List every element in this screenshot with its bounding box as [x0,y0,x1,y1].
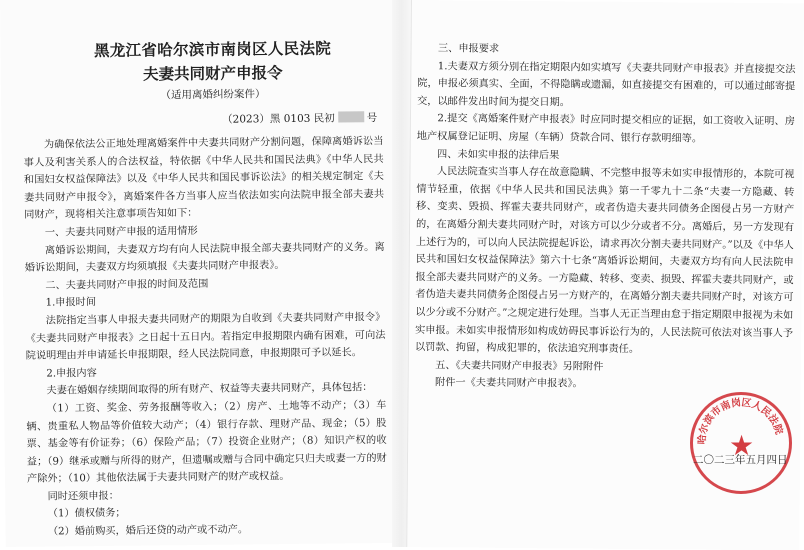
redacted-block [338,111,364,122]
section-2-1-body: 法院指定当事人申报夫妻共同财产的期限为自收到《夫妻共同财产申报令》《夫妻共同财产申报表》之日起十五日内。若指定申报期限内确有困难，可向法院说明理由并申请延长申报期限，经人民法院同意，申报期限可予以延长。 [25,311,386,362]
section-2-2-title: 2.申报内容 [46,367,97,380]
section-2-2-debt-2: （2）婚前购买，婚后还贷的动产或不动产。 [47,524,249,538]
intro-paragraph: 为确保依法公正地处理离婚案件中夫妻共同财产分割问题，保障离婚诉讼当事人及利害关系人的合法权益，特依据《中华人民共和国民法典》《中华人民共和国妇女权益保障法》以及《中华人民共和国民事诉讼法》的相关规定制定《夫妻共同财产申报令》，离婚案件各方当事人应当依法如实向法院申报全部夫妻共同财产，现将相关注意事项告知如下： [23,135,385,222]
document-title: 夫妻共同财产申报令 [142,63,283,84]
svg-text:哈尔滨市南岗区人民法院: 哈尔滨市南岗区人民法院 [697,397,785,445]
case-number-prefix: （2023）黑 0103 民初 [222,112,335,126]
section-3-item-2: 2.提交《离婚案件财产申报表》时应同时提交相应的证据，如工资收入证明、房地产权属登记证明、房屋（车辆）贷款合同、银行存款明细等。 [416,113,795,145]
section-1-body: 离婚诉讼期间，夫妻双方均有向人民法院申报全部夫妻共同财产的义务。离婚诉讼期间，夫妻双方均须填报《夫妻共同财产申报表》。 [24,241,385,274]
section-5-body: 附件一《夫妻共同财产申报表》。 [435,377,583,390]
section-3-item-1: 1.夫妻双方须分别在指定期限内如实填写《夫妻共同财产申报表》并直接提交法院，申报必须真实、全面，不得隐瞒或遗漏，如直接提交有困难的，可以通过邮寄提交，以邮件发出时间为提交日期。 [417,60,796,109]
section-5-title: 五、《夫妻共同财产申报表》另附附件 [435,359,604,373]
case-number-suffix: 号 [366,112,378,125]
case-number [23,110,377,129]
section-2-1-title: 1.申报时间 [45,297,97,309]
document-subtitle: （适用离婚纠纷案件） [160,88,266,102]
section-2-2-debt-1: （1）债权债务； [47,508,126,520]
court-seal [690,392,792,494]
section-2-2-debt-title: 同时还须申报： [47,490,119,503]
left-page [0,0,398,547]
section-4-body: 人民法院查实当事人存在故意隐瞒、不完整申报等未如实申报情形的，本院可视情节轻重，依据《中华人民共和国民法典》第一千零九十二条“夫妻一方隐藏、转移、变卖、毁损、挥霍夫妻共同财产，或者伪造夫妻共同债务企图侵占另一方财产的，在离婚分割夫妻共同财产时，对该方可以少分或者不分。离婚后，另一方发现有上述行为的，可以向人民法院提起诉讼，请求再次分割夫妻共同财产。”以及《中华人民共和国妇女权益保障法》第六十七条“离婚诉讼期间，夫妻双方均有向人民法院申报全部夫妻共同财产的义务。一方隐藏、转移、变卖、损毁、挥霍夫妻共同财产，或者伪造夫妻共同债务企图侵占另一方财产的，在离婚分割夫妻共同财产时，对该方可以少分或不分财产。”之规定进行处理。当事人无正当理由怠于指定期限申报视为未如实申报。未如实申报情形如构成妨碍民事诉讼行为的，人民法院可依法对该当事人予以罚款、拘留，构成犯罪的，依法追究刑事责任。 [414,166,795,356]
section-2-title: 二、夫妻共同财产申报的时间及范围 [45,278,209,292]
section-2-2-intro: 夫妻在婚姻存续期间取得的所有财产、权益等夫妻共同财产，具体包括： [46,382,373,397]
section-3-title: 三、申报要求 [437,43,500,55]
section-2-2-items: （1）工资、奖金、劳务报酬等收入；（2）房产、土地等不动产；（3）车辆、贵重私人物品等价值较大动产；（4）银行存款、理财产品、现金；（5）股票、基金等有价证券；（6）保险产品；（7）投资企业财产；（8）知识产权的收益；（9）继承或赠与所得的财产，但遗嘱或赠与合同中确定只归夫或妻一方的财产除外；（10）其他依法属于夫妻共同财产的财产或权益。 [26,399,387,486]
section-4-title: 四、未如实申报的法律后果 [436,148,560,161]
section-1-title: 一、夫妻共同财产申报的适用情形 [44,225,198,239]
court-name: 黑龙江省哈尔滨市南岗区人民法院 [93,38,332,61]
signature-date: 二〇二三年五月四日 [693,454,788,466]
star-icon: ★ [729,429,755,462]
